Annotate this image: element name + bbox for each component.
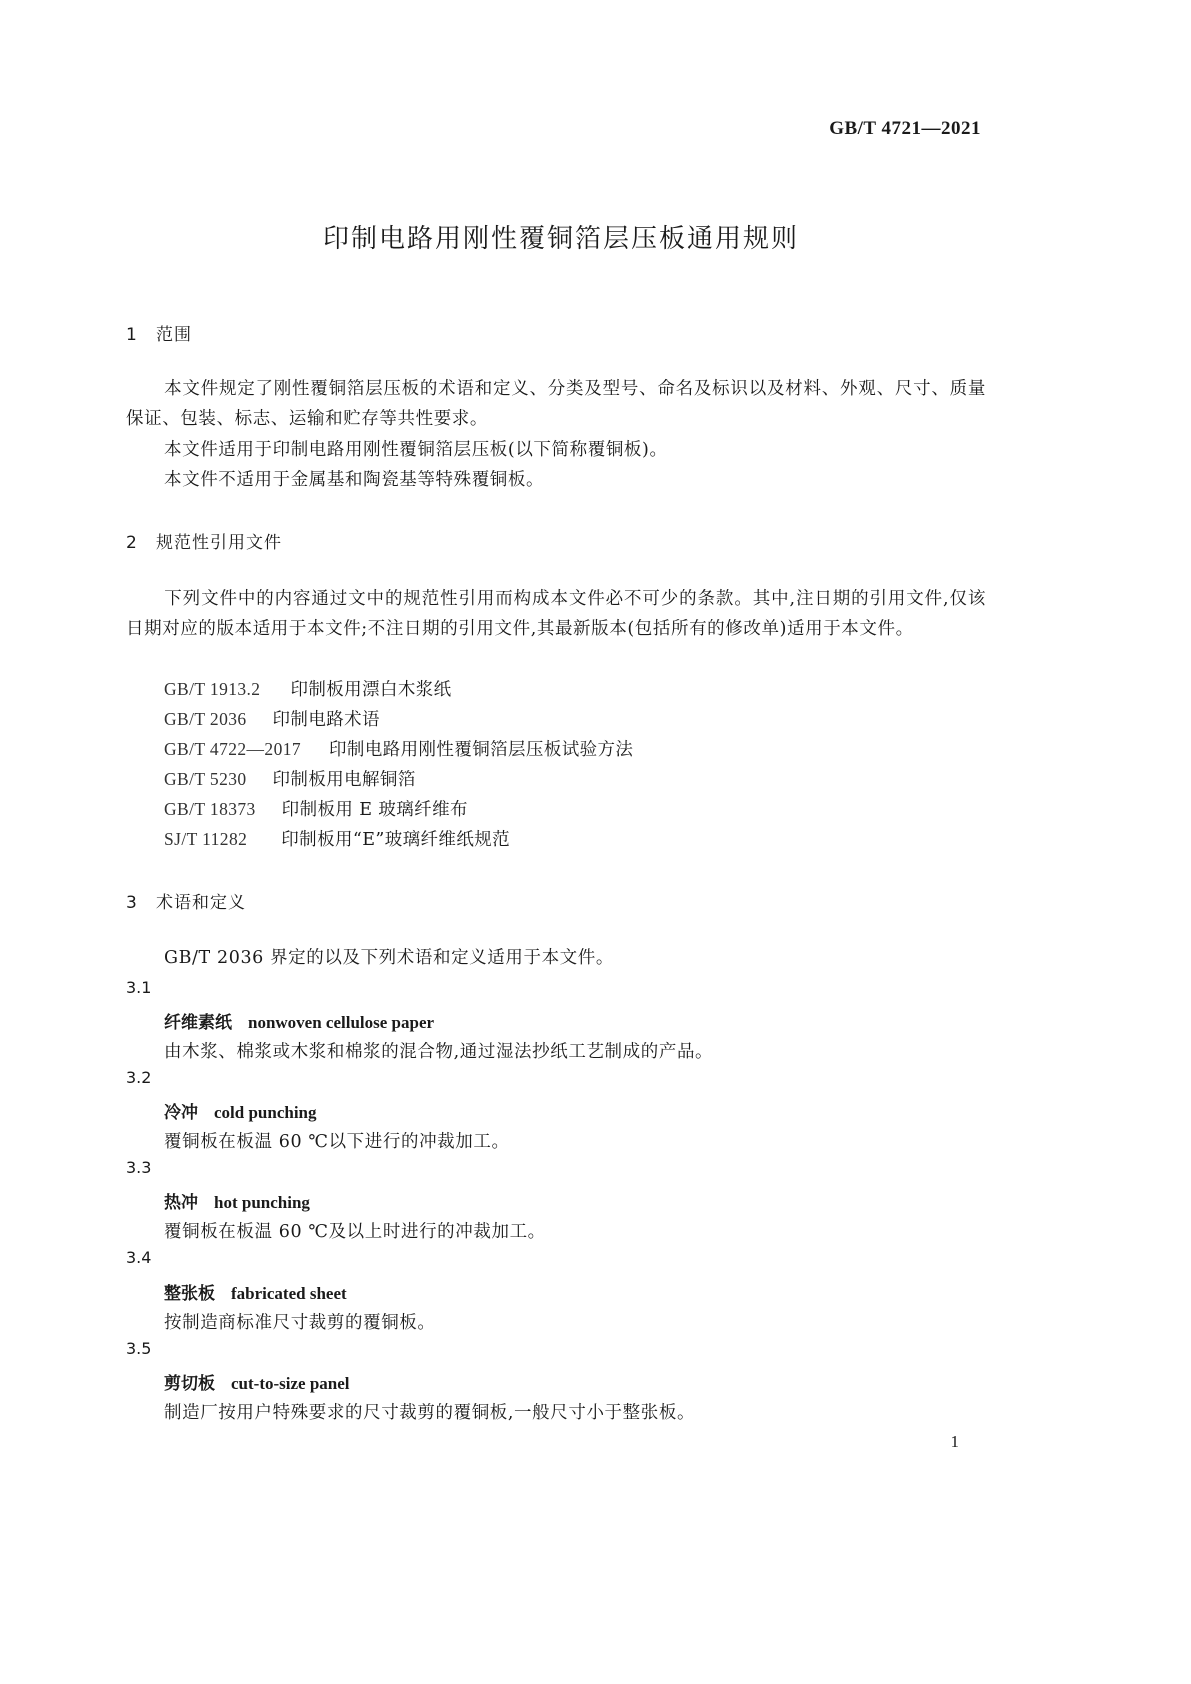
- document-title: 印制电路用刚性覆铜箔层压板通用规则: [322, 224, 799, 254]
- page-number: 1: [950, 1432, 959, 1451]
- reference-name: 印制板用“E”玻璃纤维纸规范: [281, 830, 511, 850]
- reference-name: 印制板用 E 玻璃纤维布: [281, 800, 468, 820]
- term-number: 3.4: [126, 1248, 152, 1267]
- reference-item: [164, 676, 452, 701]
- section-title: 规范性引用文件: [156, 533, 282, 553]
- term-number: 3.5: [126, 1339, 152, 1358]
- reference-item: [164, 796, 468, 821]
- reference-code: GB/T 4722—2017: [164, 739, 302, 759]
- reference-item: [164, 826, 510, 851]
- term-en: cold punching: [214, 1103, 317, 1122]
- section-2-intro: [126, 584, 986, 644]
- section-number: 2: [126, 533, 138, 553]
- term-heading: [164, 1279, 347, 1304]
- section-title: 术语和定义: [156, 893, 246, 913]
- term-en: fabricated sheet: [231, 1284, 347, 1303]
- term-en: nonwoven cellulose paper: [248, 1013, 435, 1032]
- paragraph-text: 下列文件中的内容通过文中的规范性引用而构成本文件必不可少的条款。其中,注日期的引用文件,仅该日期对应的版本适用于本文件;不注日期的引用文件,其最新版本(包括所有的修改单)适用于本文件。: [126, 589, 986, 639]
- section-title: 范围: [156, 325, 192, 345]
- reference-name: 印制电路术语: [272, 710, 380, 730]
- reference-name: 印制板用漂白木浆纸: [290, 680, 452, 700]
- term-definition: 按制造商标准尺寸裁剪的覆铜板。: [164, 1313, 436, 1333]
- term-number: 3.2: [126, 1068, 152, 1087]
- reference-name: 印制板用电解铜箔: [272, 770, 416, 790]
- term-definition: 覆铜板在板温 60 ℃及以上时进行的冲裁加工。: [164, 1222, 546, 1242]
- section-3-intro: GB/T 2036 界定的以及下列术语和定义适用于本文件。: [164, 948, 614, 968]
- term-number: 3.3: [126, 1158, 152, 1177]
- section-1-paragraph: 本文件适用于印制电路用刚性覆铜箔层压板(以下简称覆铜板)。: [164, 440, 668, 460]
- section-1-heading: [126, 320, 192, 345]
- section-1-paragraph: [126, 374, 986, 434]
- reference-item: [164, 706, 380, 731]
- paragraph-text: 本文件规定了刚性覆铜箔层压板的术语和定义、分类及型号、命名及标识以及材料、外观、尺寸、质量保证、包装、标志、运输和贮存等共性要求。: [126, 379, 986, 429]
- term-definition: 覆铜板在板温 60 ℃以下进行的冲裁加工。: [164, 1132, 510, 1152]
- term-en: cut-to-size panel: [231, 1374, 350, 1393]
- reference-code: GB/T 2036: [164, 709, 247, 729]
- reference-name: 印制电路用刚性覆铜箔层压板试验方法: [329, 740, 634, 760]
- reference-code: GB/T 5230: [164, 769, 247, 789]
- standard-number: GB/T 4721—2021: [829, 118, 981, 139]
- section-3-heading: [126, 888, 246, 913]
- term-heading: [164, 1098, 317, 1123]
- reference-code: SJ/T 11282: [164, 829, 248, 849]
- term-heading: [164, 1188, 310, 1213]
- term-zh: 冷冲: [164, 1103, 198, 1123]
- reference-item: [164, 736, 633, 761]
- section-number: 3: [126, 893, 138, 913]
- section-1-paragraph: 本文件不适用于金属基和陶瓷基等特殊覆铜板。: [164, 470, 545, 490]
- term-zh: 纤维素纸: [164, 1013, 232, 1033]
- term-zh: 剪切板: [164, 1374, 215, 1394]
- term-definition: 制造厂按用户特殊要求的尺寸裁剪的覆铜板,一般尺寸小于整张板。: [164, 1403, 696, 1423]
- reference-code: GB/T 18373: [164, 799, 256, 819]
- term-zh: 热冲: [164, 1193, 198, 1213]
- term-en: hot punching: [214, 1193, 310, 1212]
- term-heading: [164, 1008, 434, 1033]
- term-number: 3.1: [126, 978, 152, 997]
- term-zh: 整张板: [164, 1284, 215, 1304]
- section-number: 1: [126, 325, 138, 345]
- reference-code: GB/T 1913.2: [164, 679, 261, 699]
- section-2-heading: [126, 528, 282, 553]
- term-definition: 由木浆、棉浆或木浆和棉浆的混合物,通过湿法抄纸工艺制成的产品。: [164, 1042, 714, 1062]
- reference-item: [164, 766, 416, 791]
- term-heading: [164, 1369, 350, 1394]
